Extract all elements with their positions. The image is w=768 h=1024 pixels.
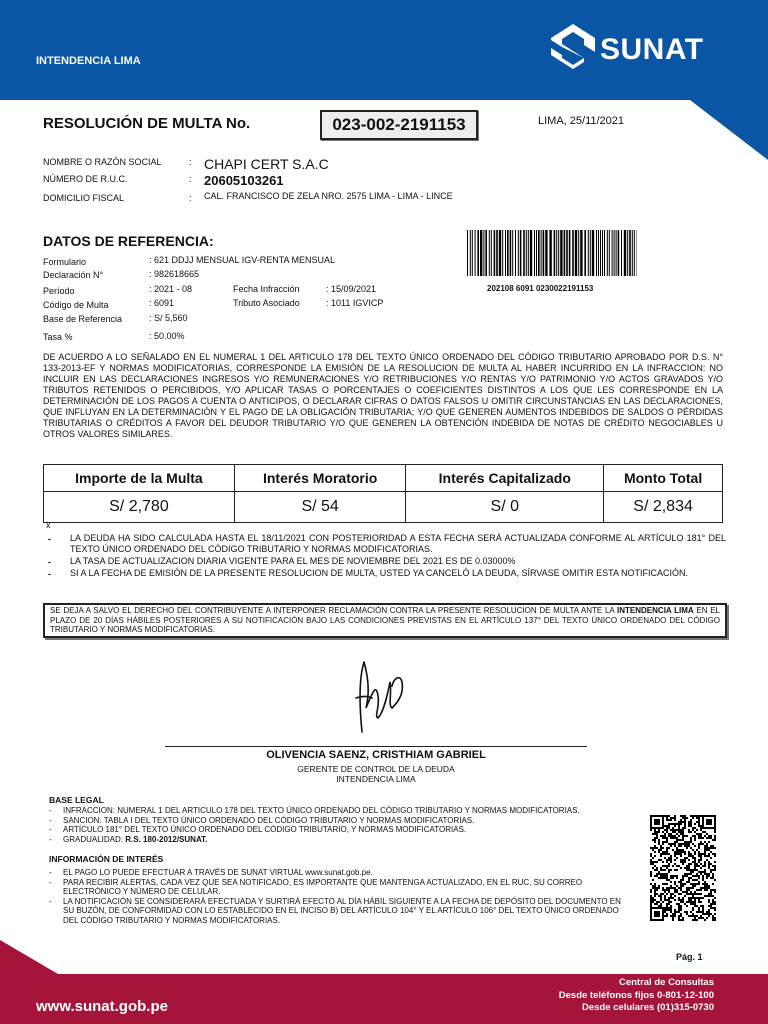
amount-value: S/ 2,780 bbox=[44, 492, 235, 523]
colon: : bbox=[189, 157, 192, 167]
tributo-value: : 1011 IGVICP bbox=[326, 298, 384, 308]
x-mark: x bbox=[46, 520, 51, 530]
interes-item: - EL PAGO LO PUEDE EFECTUAR A TRAVÉS DE SUNAT VIRTUAL www.sunat.gob.pe. bbox=[49, 868, 373, 877]
signature-line bbox=[165, 746, 587, 747]
header-intendencia: INTENDENCIA LIMA bbox=[36, 55, 141, 67]
amount-header: Interés Moratorio bbox=[234, 465, 406, 492]
signatory-name: OLIVENCIA SAENZ, CRISTHIAM GABRIEL bbox=[266, 749, 486, 761]
footer-corner bbox=[0, 940, 58, 974]
notes-list bbox=[46, 533, 726, 580]
base-legal-item: - INFRACCION: NUMERAL 1 DEL ARTICULO 178 DEL TEXTO ÚNICO ORDENADO DEL CÓDIGO TRIBUTARIO Y NORMAS MODIFICATORIAS. bbox=[49, 806, 580, 815]
base-legal-item: - GRADUALIDAD: R.S. 180-2012/SUNAT. bbox=[49, 834, 208, 844]
formulario-value: : 621 DDJJ MENSUAL IGV-RENTA MENSUAL bbox=[149, 255, 336, 265]
amounts-table bbox=[43, 464, 723, 523]
main-paragraph: DE ACUERDO A LO SEÑALADO EN EL NUMERAL 1 DEL ARTICULO 178 DEL TEXTO ÚNICO ORDENADO DEL CÓDIGO TRIBUTARIO APROBADO POR D.S. N° 133-2013-EF Y NORMAS MODIFICATORIAS, CORRESPONDE LA EMISIÓN DE LA RESOLUCION DE MULTA AL HABER INCURRIDO EN LA INFRACCION: NO INCLUIR EN LAS DECLARACIONES INGRESOS Y/O REMUNERACIONES Y/O RETRIBUCIONES Y/O RENTAS Y/O PATRIMONIO Y/O ACTOS GRAVADOS Y/O TRIBUTOS RETENIDOS O PERCIBIDOS, Y/O APLICAR TASAS O PORCENTAJES O COEFICIENTES DISTINTOS A LOS QUE LES CORRESPONDE EN LA DETERMINACIÓN DE LOS PAGOS A CUENTA O ANTICIPOS, O DECLARAR CIFRAS O DATOS FALSOS U OMITIR CIRCUNSTANCIAS EN LAS DECLARACIONES, QUE INFLUYAN EN LA DETERMINACIÓN Y EL PAGO DE LA OBLIGACIÓN TRIBUTARIA; Y/O QUE GENEREN AUMENTOS INDEBIDOS DE SALDOS O PÉRDIDAS TRIBUTARIAS O CRÉDITOS A FAVOR DEL DEUDOR TRIBUTARIO Y/O QUE GENEREN LA OBTENCIÓN INDEBIDA DE NOTAS DE CRÉDITO NEGOCIABLES U OTROS VALORES SIMILARES. bbox=[43, 352, 723, 439]
domicilio-label: DOMICILIO FISCAL bbox=[43, 193, 125, 203]
amount-value: S/ 54 bbox=[234, 492, 406, 523]
barcode-icon bbox=[467, 230, 637, 276]
colon: : bbox=[189, 193, 192, 203]
signatory-role: GERENTE DE CONTROL DE LA DEUDA INTENDENCIA LIMA bbox=[297, 764, 455, 784]
fecha-value: : 15/09/2021 bbox=[326, 284, 377, 294]
base-legal-item: - SANCION: TABLA I DEL TEXTO ÚNICO ORDENADO DEL CÓDIGO TRIBUTARIO Y NORMAS MODIFICATORIAS. bbox=[49, 815, 475, 825]
interes-title: INFORMACIÓN DE INTERÉS bbox=[49, 854, 164, 864]
resolution-date: LIMA, 25/11/2021 bbox=[538, 115, 625, 127]
barcode-text: 202108 6091 0230022191153 bbox=[487, 284, 594, 293]
footer-contact: Central de Consultas Desde teléfonos fijos 0-801-12-100 Desde celulares (01)315-0730 bbox=[558, 977, 714, 1013]
sunat-logo-icon bbox=[548, 22, 598, 76]
rights-box: SE DEJA A SALVO EL DERECHO DEL CONTRIBUYENTE A INTERPONER RECLAMACIÓN CONTRA LA PRESENTE RESOLUCION DE MULTA ANTE LA INTENDENCIA LIMA EN EL PLAZO DE 20 DÍAS HÁBILES POSTERIORES A SU NOTIFICACIÓN BAJO LAS CONDICIONES PREVISTAS EN EL ARTÍCULO 137° DEL TEXTO ÚNICO ORDENADO DEL CÓDIGO TRIBUTARIO Y NORMAS MODIFICATORIAS. bbox=[43, 603, 727, 638]
signature-image bbox=[348, 652, 418, 736]
periodo-label: Período bbox=[43, 286, 75, 296]
periodo-value: : 2021 - 08 bbox=[149, 284, 193, 294]
base-value: : S/ 5,560 bbox=[149, 313, 188, 323]
note-item: - LA TASA DE ACTUALIZACION DIARIA VIGENTE PARA EL MES DE NOVIEMBRE DEL 2021 ES DE 0.03000% bbox=[48, 556, 516, 567]
page-number: Pág. 1 bbox=[676, 952, 703, 962]
reference-title: DATOS DE REFERENCIA: bbox=[43, 233, 214, 249]
taxpayer-name: CHAPI CERT S.A.C bbox=[204, 156, 329, 172]
interes-item: - PARA RECIBIR ALERTAS, CADA VEZ QUE SEA NOTIFICADO, ES IMPORTANTE QUE MANTENGA ACTUALIZADO, EN EL RUC, SU CORREO ELECTRÓNICO Y NÚMERO DE CELULAR. bbox=[49, 877, 583, 896]
resolution-title: RESOLUCIÓN DE MULTA No. bbox=[43, 115, 251, 132]
fecha-label: Fecha Infracción bbox=[233, 284, 300, 294]
qr-code-icon bbox=[650, 815, 716, 921]
interes-item: - LA NOTIFICACIÓN SE CONSIDERARÁ EFECTUADA Y SURTIRÁ EFECTO AL DÍA HÁBIL SIGUIENTE A LA FECHA DE DEPÓSITO DEL DOCUMENTO EN SU BUZÓN, DE CONFORMIDAD CON LO ESTABLECIDO EN EL INCISO B) DEL ARTÍCULO 104° Y EL ARTÍCULO 106° DEL TEXTO ÚNICO ORDENADO DEL CÓDIGO TRIBUTARIO Y NORMAS MODIFICATORIAS. bbox=[49, 896, 621, 925]
ruc-value: 20605103261 bbox=[204, 173, 284, 188]
tasa-value: : 50.00% bbox=[149, 331, 185, 341]
codigo-value: : 6091 bbox=[149, 298, 175, 308]
note-item: - SI A LA FECHA DE EMISIÓN DE LA PRESENTE RESOLUCION DE MULTA, USTED YA CANCELÓ LA DEUDA, SÍRVASE OMITIR ESTA NOTIFICACIÓN. bbox=[48, 568, 688, 579]
interes-list bbox=[49, 868, 629, 925]
tributo-label: Tributo Asociado bbox=[233, 298, 300, 308]
declaracion-value: : 982618665 bbox=[149, 269, 200, 279]
base-legal-list bbox=[49, 806, 669, 844]
declaracion-label: Declaración N° bbox=[43, 270, 104, 280]
header-corner bbox=[690, 100, 768, 160]
codigo-label: Código de Multa bbox=[43, 300, 109, 310]
amount-header: Monto Total bbox=[604, 465, 723, 492]
domicilio-value: CAL. FRANCISCO DE ZELA NRO. 2575 LIMA - LIMA - LINCE bbox=[204, 191, 453, 201]
amount-value: S/ 2,834 bbox=[604, 492, 723, 523]
amount-header: Importe de la Multa bbox=[44, 465, 235, 492]
amount-value: S/ 0 bbox=[406, 492, 604, 523]
base-legal-item: - ARTÍCULO 181° DEL TEXTO ÚNICO ORDENADO DEL CÓDIGO TRIBUTARIO, Y NORMAS MODIFICATORIAS. bbox=[49, 825, 467, 834]
sunat-logo-text: SUNAT bbox=[600, 33, 704, 66]
resolution-number: 023-002-2191153 bbox=[320, 110, 478, 140]
footer-website-link[interactable]: www.sunat.gob.pe bbox=[36, 998, 168, 1015]
base-legal-title: BASE LEGAL bbox=[49, 795, 104, 805]
tasa-label: Tasa % bbox=[43, 332, 73, 342]
colon: : bbox=[189, 174, 192, 184]
amount-header: Interés Capitalizado bbox=[406, 465, 604, 492]
taxpayer-name-label: NOMBRE O RAZÓN SOCIAL bbox=[43, 157, 162, 167]
formulario-label: Formulario bbox=[43, 257, 87, 267]
base-label: Base de Referencia bbox=[43, 314, 123, 324]
note-item: - LA DEUDA HA SIDO CALCULADA HASTA EL 18/11/2021 CON POSTERIORIDAD A ESTA FECHA SERÁ ACTUALIZADA CONFORME AL ARTÍCULO 181° DEL TEXTO ÚNICO ORDENADO DEL CÓDIGO TRIBUTARIO Y NORMAS MODIFICATORIAS. bbox=[48, 533, 726, 554]
ruc-label: NÚMERO DE R.U.C. bbox=[43, 174, 128, 184]
